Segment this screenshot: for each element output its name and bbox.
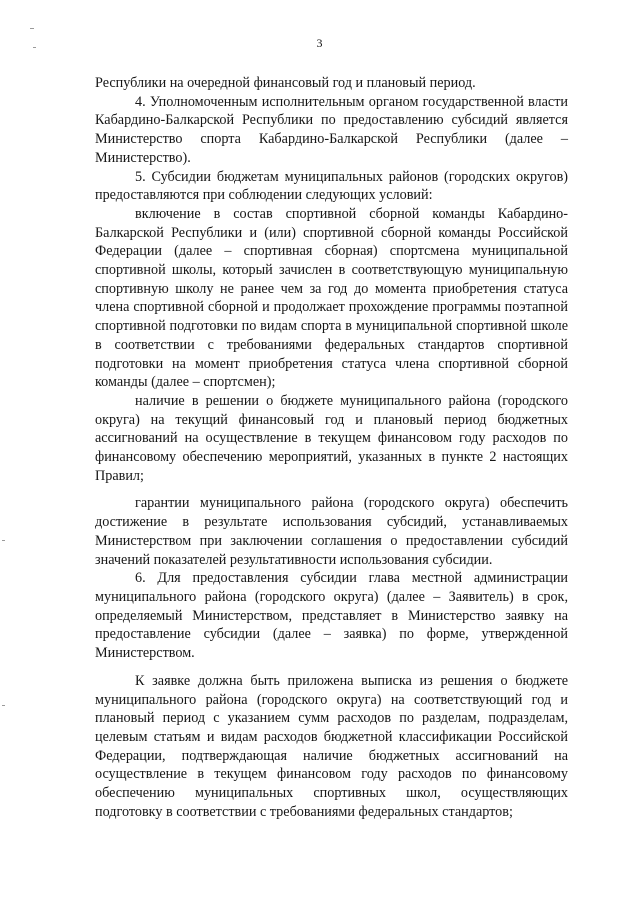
paragraph: 4. Уполномоченным исполнительным органом государственной власти Кабардино-Балкарской Республики по предоставлению субсидий является Министерство спорта Кабардино-Балкарской Республики (далее – Министерство). [95, 93, 568, 166]
paragraph: наличие в решении о бюджете муниципального района (городского округа) на текущий финансовый год и плановый период бюджетных ассигнований на осуществление в текущем финансовом году расходов по финансовому обеспечению мероприятий, указанных в пункте 2 настоящих Правил; [95, 392, 568, 484]
document-body [95, 74, 568, 821]
paragraph: 5. Субсидии бюджетам муниципальных районов (городских округов) предоставляются при соблюдении следующих условий: [95, 168, 568, 204]
paragraph: 6. Для предоставления субсидии глава местной администрации муниципального района (городского округа) (далее – Заявитель) в срок, определяемый Министерством, представляет в Министерство заявку на предоставление субсидии (далее – заявка) по форме, утвержденной Министерством. [95, 570, 568, 662]
paragraph: Республики на очередной финансовый год и плановый период. [95, 75, 476, 91]
scan-mark [2, 540, 5, 541]
page-number: 3 [316, 36, 323, 50]
paragraph: К заявке должна быть приложена выписка из решения о бюджете муниципального района (городского округа) на соответствующий год и плановый период с указанием сумм расходов по разделам, подразделам, целевым статьям и видам расходов бюджетной классификации Российской Федерации, подтверждающая наличие бюджетных ассигнований на осуществление в текущем финансовом году расходов по финансовому обеспечению муниципальных спортивных школ, осуществляющих подготовку в соответствии с требованиями федеральных стандартов; [95, 672, 568, 820]
paragraph: гарантии муниципального района (городского округа) обеспечить достижение в результате использования субсидий, устанавливаемых Министерством при заключении соглашения о предоставлении субсидий значений показателей результативности использования субсидии. [95, 495, 568, 568]
paragraph: включение в состав спортивной сборной команды Кабардино-Балкарской Республики и (или) спортивной сборной команды Российской Федерации (далее – спортивная сборная) спортсмена муниципальной спортивной школы, который зачислен в соответствующую муниципальную спортивную школу не ранее чем за год до момента приобретения статуса члена спортивной сборной и продолжает прохождение программы поэтапной спортивной подготовки по видам спорта в муниципальной спортивной школе в соответствии с требованиями федеральных стандартов спортивной подготовки на момент приобретения статуса члена спортивной сборной команды (далее – спортсмен); [95, 205, 568, 391]
scan-mark [2, 705, 5, 706]
scan-mark [30, 28, 34, 29]
